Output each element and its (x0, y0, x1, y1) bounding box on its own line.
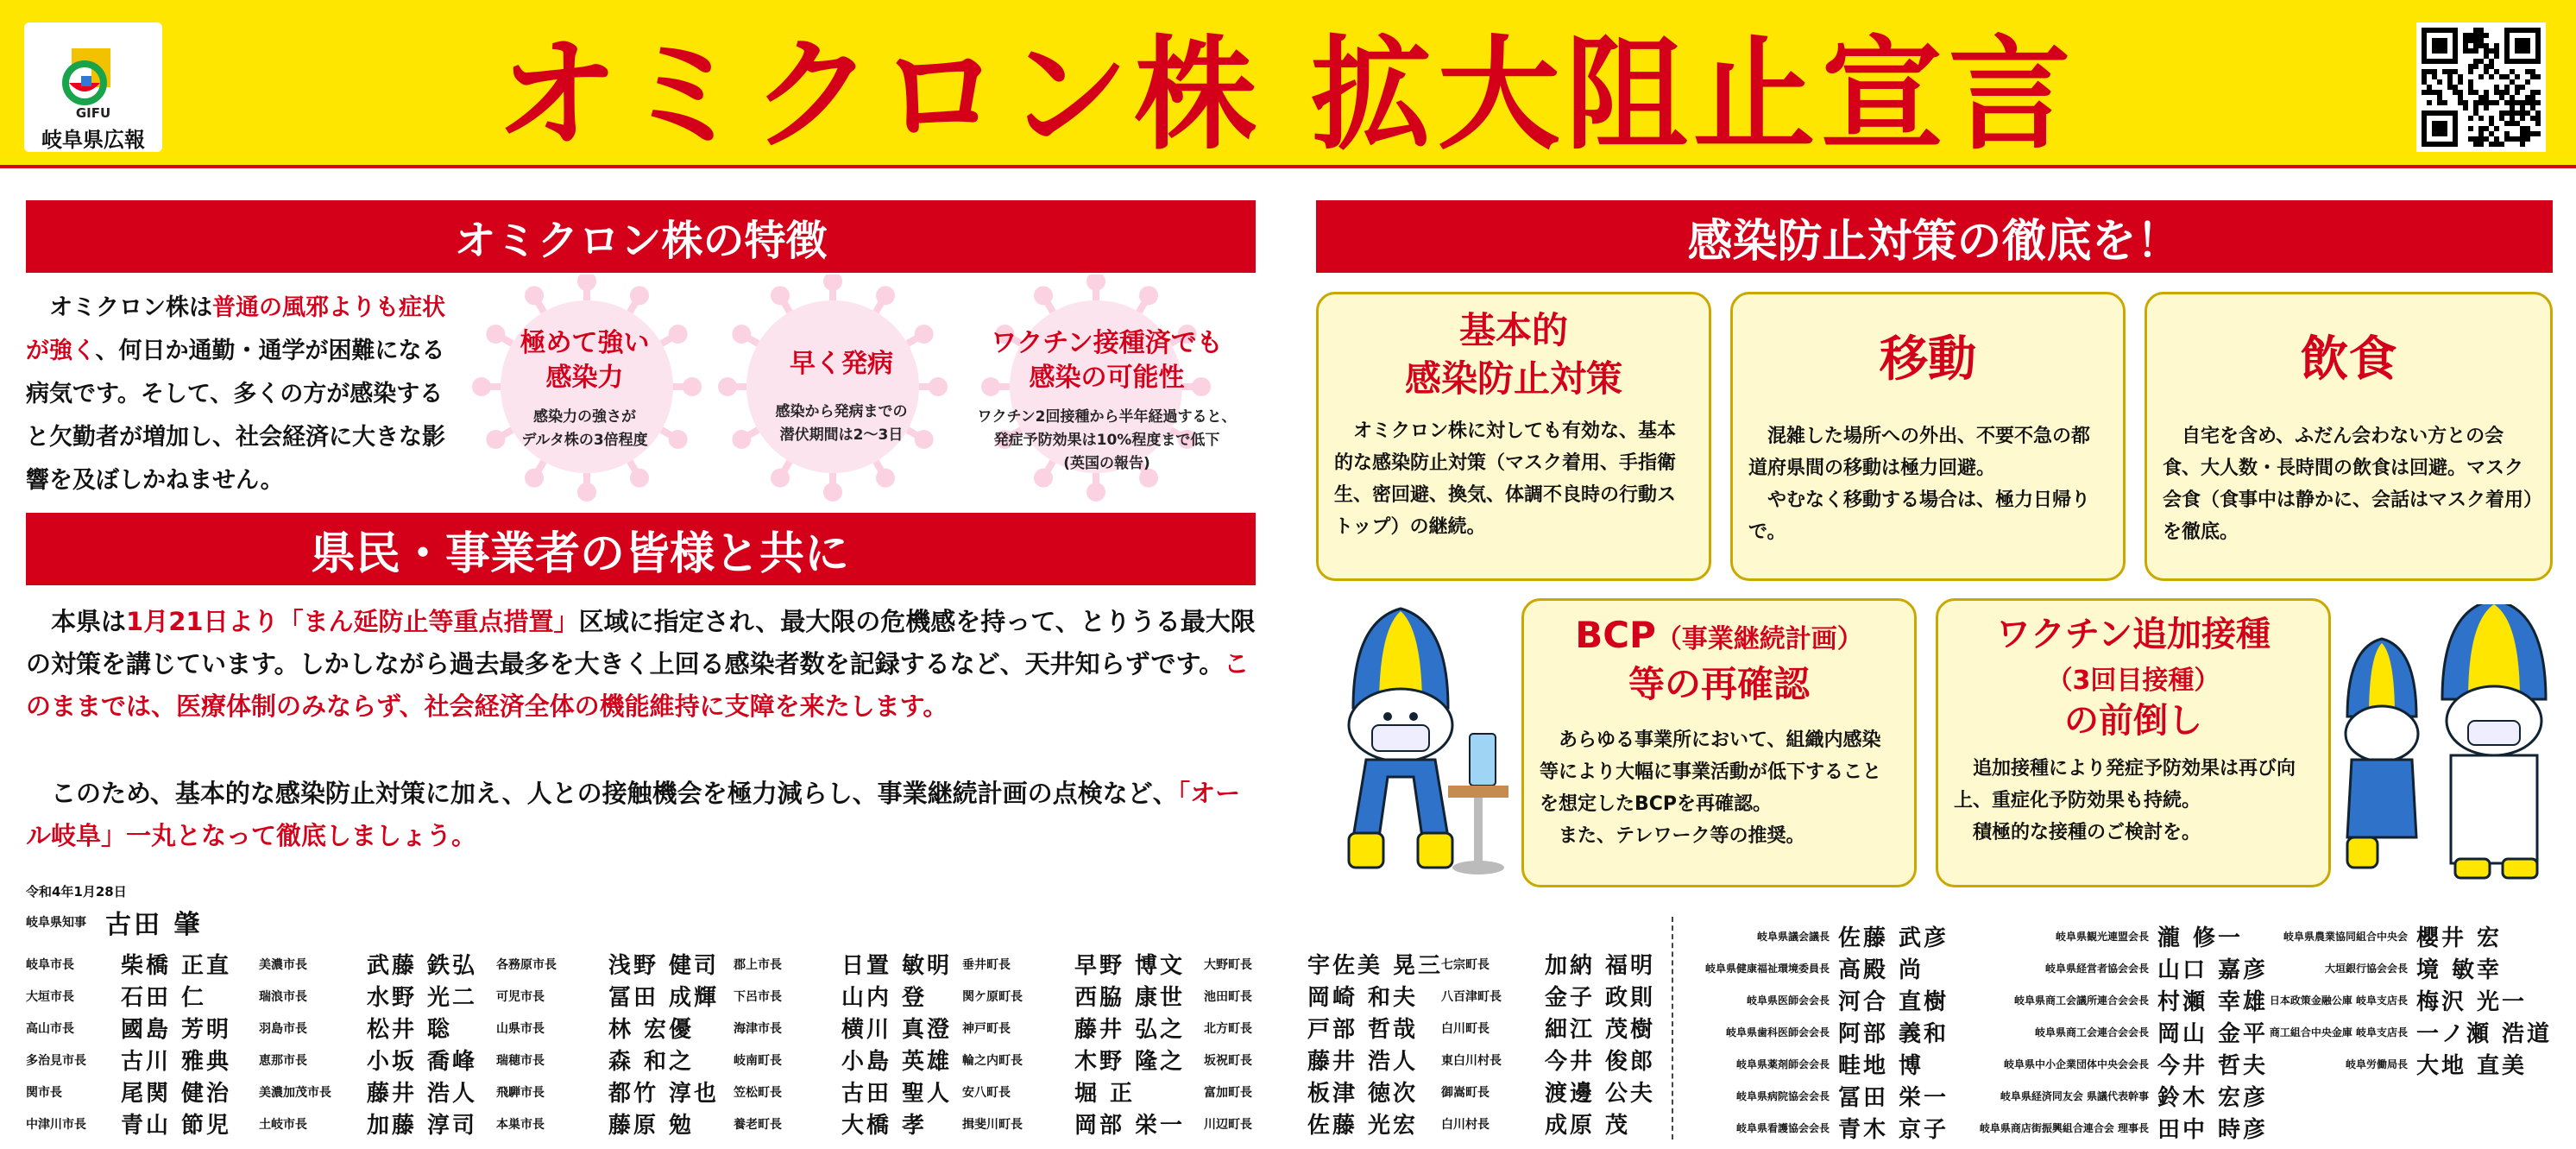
signatory-name: 西脇 康世 (1074, 985, 1186, 1011)
signatory-name: 日置 敏明 (841, 953, 953, 979)
card-basic-measures (1316, 292, 1711, 581)
signatory-title: 日本政策金融公庫 岐阜支店長 (2269, 994, 2408, 1007)
signatory-name: 渡邊 公夫 (1545, 1081, 1656, 1107)
signatory-title: 富加町長 (1204, 1085, 1252, 1100)
signatory-entry (1441, 948, 1655, 980)
signatory-name: 佐藤 武彦 (1838, 925, 1949, 951)
signatory-entry (259, 948, 477, 980)
signatory-entry (962, 980, 1185, 1012)
feature-desc: ワクチン2回接種から半年経過すると、 発症予防効果は10%程度まで低下 (英国の報告) (977, 408, 1237, 472)
together-heading: 県民・事業者の皆様と共に (26, 513, 1256, 585)
signatory-entry (962, 1076, 1135, 1108)
signatory-name: 柴橋 正直 (121, 953, 232, 979)
signatory-name: 國島 芳明 (121, 1017, 232, 1043)
logo-caption: 岐阜県広報 (41, 128, 145, 152)
signatory-entry (1204, 1108, 1418, 1140)
signatory-title: 瑞穂市長 (496, 1053, 545, 1068)
page-title: オミクロン株 拡大阻止宣言 (495, 22, 2076, 167)
signatory-title: 各務原市長 (496, 957, 557, 972)
signatory-title: 岐阜市長 (26, 957, 74, 972)
signatory-title: 岐阜県商工会連合会会長 (2034, 1026, 2149, 1039)
signatory-name: 林 宏優 (608, 1017, 695, 1043)
signatory-name: 田中 時彦 (2157, 1117, 2269, 1143)
signatory-entry (1691, 1048, 1924, 1080)
signatory-name: 岡崎 和夫 (1307, 985, 1419, 1011)
signatory-title: 岐阜県観光連盟会長 (2055, 931, 2149, 943)
signatory-name: 櫻井 宏 (2416, 925, 2503, 951)
signatory-title: 垂井町長 (962, 957, 1011, 972)
signatory-name: 一ノ瀬 浩道 (2416, 1021, 2553, 1047)
signatory-name: 横川 真澄 (841, 1017, 953, 1043)
signatory-name: 冨田 栄一 (1838, 1085, 1949, 1111)
feature-desc: 感染から発病までの 潜伏期間は2～3日 (775, 403, 908, 444)
signatory-entry (496, 1044, 694, 1076)
card-title-line2: 等の再確認 (1628, 663, 1810, 705)
card-title-main: BCP (1575, 614, 1656, 656)
signatory-title: 岐阜県議会議長 (1756, 931, 1830, 943)
body-text: オミクロン株は (26, 294, 212, 321)
signatory-title: 輪之内町長 (962, 1053, 1023, 1068)
signatory-name: 小島 英雄 (841, 1049, 953, 1075)
signatory-name: 藤井 弘之 (1074, 1017, 1186, 1043)
signatory-name: 高殿 尚 (1838, 957, 1924, 983)
signatory-name: 藤原 勉 (608, 1113, 695, 1139)
signatory-entry (259, 1076, 477, 1108)
signatory-entry (26, 980, 206, 1012)
emphasis-text: 1月21日より「まん延防止等重点措置」 (126, 607, 579, 636)
signatory-name: 武藤 鉄弘 (367, 953, 478, 979)
signatory-entry (1441, 1108, 1630, 1140)
signatory-name: 都竹 淳也 (608, 1081, 720, 1107)
card-body: 混雑した場所への外出、不要不急の都道府県間の移動は極力回避。 やむなく移動する場合は、極力日帰りで。 (1748, 426, 2091, 543)
together-paragraph-2 (26, 773, 1256, 857)
signatory-title: 岐阜県薬剤師会会長 (1735, 1058, 1830, 1070)
signatory-name: 境 敏幸 (2416, 957, 2503, 983)
signatory-entry (962, 1108, 1185, 1140)
signatory-name: 宇佐美 晃三 (1307, 953, 1444, 979)
signatory-entry (1963, 984, 2268, 1016)
signatory-name: 金子 政則 (1545, 985, 1656, 1011)
signatory-name: 青木 京子 (1838, 1117, 1949, 1143)
signatory-title: 大垣銀行協会会長 (2324, 963, 2408, 975)
signatory-title: 郡上市長 (734, 957, 782, 972)
signatory-entry (26, 1012, 231, 1044)
signatory-entry (26, 1076, 231, 1108)
signatory-title: 土岐市長 (259, 1117, 307, 1132)
signatory-title: 関市長 (26, 1085, 62, 1100)
feature-title: ワクチン接種済でも 感染の可能性 (991, 328, 1223, 393)
signatory-name: 山内 登 (841, 985, 928, 1011)
signatory-name: 板津 徳次 (1307, 1081, 1419, 1107)
signatory-entry (1963, 1080, 2268, 1112)
signatory-entry (1204, 1044, 1418, 1076)
signatory-title: 御嵩町長 (1441, 1085, 1490, 1100)
signatory-entry (734, 1044, 952, 1076)
signatory-name: 村瀬 幸雄 (2157, 989, 2269, 1015)
signatory-entry (2244, 1048, 2527, 1080)
signatory-name: 岡山 金平 (2157, 1021, 2269, 1047)
signatory-title: 岐阜県知事 (26, 916, 86, 930)
signatory-title: 東白川村長 (1441, 1053, 1502, 1068)
signatory-entry (1204, 948, 1443, 980)
signatory-title: 岐阜県農業協同組合中央会 (2283, 931, 2408, 943)
signatory-entry (259, 1108, 477, 1140)
signatory-title: 八百津町長 (1441, 989, 1502, 1004)
signatory-divider (1672, 917, 1673, 1140)
emphasis-text: 普通の風邪よりも (212, 294, 399, 321)
signatory-title: 大垣市長 (26, 989, 74, 1004)
signatory-entry (496, 980, 719, 1012)
signatory-name: 藤井 浩人 (367, 1081, 478, 1107)
signatory-name: 堀 正 (1074, 1081, 1136, 1107)
signatory-entry (962, 1012, 1185, 1044)
signature-date: 令和4年1月28日 (26, 884, 127, 900)
governor-signature (26, 903, 202, 941)
mascot-doctor-icon (2330, 604, 2554, 881)
card-title (1540, 613, 1899, 707)
signatory-title: 白川村長 (1441, 1117, 1490, 1132)
signatory-entry (734, 1012, 952, 1044)
mascot-handwashing (1319, 604, 1517, 881)
signatory-entry (2244, 984, 2527, 1016)
signatory-entry (1963, 1048, 2268, 1080)
signatory-title: 関ケ原町長 (962, 989, 1023, 1004)
signatory-entry (259, 1012, 452, 1044)
signatory-entry (962, 948, 1185, 980)
signatory-name: 阿部 義和 (1838, 1021, 1949, 1047)
signatory-title: 羽島市長 (259, 1021, 307, 1036)
signatory-name: 水野 光二 (367, 985, 478, 1011)
feature-desc: 感染力の強さが デルタ株の3倍程度 (521, 408, 648, 449)
signatory-title: 大野町長 (1204, 957, 1252, 972)
emphasis-text: 症状が強く (26, 294, 445, 364)
signatory-title: 岐阜県中小企業団体中央会会長 (2003, 1058, 2149, 1070)
signatory-name: 加藤 淳司 (367, 1113, 478, 1139)
signatory-name: 小坂 喬峰 (367, 1049, 478, 1075)
signatory-title: 岐阜県経済同友会 県議代表幹事 (2000, 1090, 2149, 1102)
card-dining (2145, 292, 2553, 581)
card-bcp (1521, 598, 1917, 887)
signatory-title: 下呂市長 (734, 989, 782, 1004)
feature-title: 早く発病 (790, 349, 893, 379)
signatory-entry (496, 1076, 719, 1108)
signatory-entry (1691, 1080, 1949, 1112)
card-title: 移動 (1880, 331, 1976, 388)
mascot-hand-sanitizer-icon (1319, 604, 1517, 881)
card-title-sub: （3回目接種） (2046, 666, 2220, 696)
feature-early-onset (738, 347, 945, 447)
signatory-entry (26, 1044, 231, 1076)
card-body: 追加接種により発症予防効果は再び向上、重症化予防効果も持続。 積極的な接種のご検討を。 (1954, 758, 2296, 843)
signatory-name: 加納 福明 (1545, 953, 1656, 979)
signatory-title: 坂祝町長 (1204, 1053, 1252, 1068)
signatory-entry (734, 948, 952, 980)
signatory-name: 古川 雅典 (121, 1049, 232, 1075)
signatory-entry (1441, 1044, 1655, 1076)
signatory-title: 多治見市長 (26, 1053, 86, 1068)
signatory-entry (496, 1012, 694, 1044)
signatory-name: 藤井 浩人 (1307, 1049, 1419, 1075)
signatory-title: 美濃市長 (259, 957, 307, 972)
features-intro (26, 287, 457, 502)
signatory-entry (496, 1108, 694, 1140)
signatory-entry (1963, 1016, 2268, 1048)
signatory-title: 白川町長 (1441, 1021, 1490, 1036)
gifu-prefecture-logo (24, 22, 162, 152)
signatory-entry (2244, 952, 2502, 984)
signatory-title: 本巣市長 (496, 1117, 545, 1132)
signatory-entry (1691, 1016, 1949, 1048)
signatory-title: 商工組合中央金庫 岐阜支店長 (2269, 1026, 2408, 1039)
signatory-name: 佐藤 光宏 (1307, 1113, 1419, 1139)
signatory-name: 青山 節児 (121, 1113, 232, 1139)
signatory-name: 木野 隆之 (1074, 1049, 1186, 1075)
signatory-name: 大地 直美 (2416, 1053, 2528, 1079)
signatory-name: 河合 直樹 (1838, 989, 1949, 1015)
signatory-name: 古田 聖人 (841, 1081, 953, 1107)
signatory-name: 瀧 修一 (2157, 925, 2244, 951)
signatory-name: 冨田 成輝 (608, 985, 720, 1011)
signatory-name: 古田 肇 (105, 910, 203, 940)
signatory-entry (1691, 1112, 1949, 1144)
signatory-title: 岐阜県看護協会会長 (1735, 1122, 1830, 1134)
signatory-title: 養老町長 (734, 1117, 782, 1132)
signatory-entry (1963, 952, 2268, 984)
signatory-title: 川辺町長 (1204, 1117, 1252, 1132)
signatory-name: 細江 茂樹 (1545, 1017, 1656, 1043)
signatory-entry (26, 1108, 231, 1140)
signatory-entry (1691, 984, 1949, 1016)
signatory-name: 戸部 哲哉 (1307, 1017, 1419, 1043)
signatory-title: 美濃加茂市長 (259, 1085, 331, 1100)
signatory-entry (2244, 1016, 2552, 1048)
signatory-entry (734, 980, 927, 1012)
card-title-main: ワクチン追加接種 (1996, 615, 2271, 654)
signatory-title: 七宗町長 (1441, 957, 1490, 972)
card-body: 自宅を含め、ふだん会わない方との会食、大人数・長時間の飲食は回避。マスク会食（食事中は静かに、会話はマスク着用）を徹底。 (2163, 426, 2534, 543)
signatory-name: 畦地 博 (1838, 1053, 1924, 1079)
signatory-title: 岐南町長 (734, 1053, 782, 1068)
card-booster-vaccine (1936, 598, 2331, 887)
logo-gifu-text: GIFU (75, 105, 111, 121)
features-heading: オミクロン株の特徴 (26, 200, 1256, 273)
mascot-vaccination (2330, 604, 2554, 881)
signatory-name: 尾関 健治 (121, 1081, 232, 1107)
signatory-title: 岐阜県病院協会会長 (1735, 1090, 1830, 1102)
card-title: 飲食 (2300, 331, 2397, 388)
signatory-entry (1441, 980, 1655, 1012)
signatory-title: 安八町長 (962, 1085, 1011, 1100)
feature-strong-infectivity (483, 326, 686, 452)
signatory-name: 山口 嘉彦 (2157, 957, 2269, 983)
emphasis-text: このままでは、医療体制のみならず、社会経済全体の機能維持に支障を来たします。 (26, 649, 1250, 721)
feature-breakthrough (958, 326, 1256, 476)
signatory-title: 海津市長 (734, 1021, 782, 1036)
body-text: 本県は (26, 607, 127, 636)
signatory-entry (1691, 920, 1949, 952)
signatory-entry (1963, 920, 2243, 952)
signatory-name: 今井 哲夫 (2157, 1053, 2269, 1079)
signatory-entry (734, 1108, 927, 1140)
signatory-name: 大橋 孝 (841, 1113, 928, 1139)
signatory-entry (496, 948, 719, 980)
signatory-entry (734, 1076, 952, 1108)
signatory-entry (962, 1044, 1185, 1076)
feature-title: 極めて強い 感染力 (520, 328, 650, 393)
signatory-title: 岐阜県商店街振興組合連合会 理事長 (1979, 1122, 2149, 1134)
card-travel (1730, 292, 2126, 581)
signatory-entry (1441, 1012, 1655, 1044)
signatory-title: 瑞浪市長 (259, 989, 307, 1004)
qr-code-icon (2416, 22, 2546, 152)
signatory-name: 浅野 健司 (608, 953, 720, 979)
card-title-sub: （事業継続計画） (1655, 624, 1863, 654)
signatory-name: 松井 聡 (367, 1017, 453, 1043)
signatory-entry (1204, 1012, 1418, 1044)
signatory-title: 岐阜県歯科医師会会長 (1725, 1026, 1830, 1039)
signatory-title: 中津川市長 (26, 1117, 86, 1132)
signatory-entry (259, 1044, 477, 1076)
together-paragraph-1 (26, 601, 1256, 728)
signatory-entry (2244, 920, 2502, 952)
signatory-name: 岡部 栄一 (1074, 1113, 1186, 1139)
signatory-entry (259, 980, 477, 1012)
card-title: 基本的 感染防止対策 (1404, 309, 1622, 400)
signatory-name: 森 和之 (608, 1049, 695, 1075)
signatory-title: 飛騨市長 (496, 1085, 545, 1100)
signatory-title: 池田町長 (1204, 989, 1252, 1004)
card-title (1954, 613, 2313, 742)
body-text: このため、基本的な感染防止対策に加え、人との接触機会を極力減らし、事業継続計画の点検など、 (26, 779, 1178, 808)
card-body: あらゆる事業所において、組織内感染等により大幅に事業活動が低下することを想定したBCPを再確認。 また、テレワーク等の推奨。 (1540, 729, 1882, 847)
signatory-title: 揖斐川町長 (962, 1117, 1023, 1132)
signatory-title: 岐阜県健康福祉環境委員長 (1704, 963, 1830, 975)
signatory-title: 高山市長 (26, 1021, 74, 1036)
measures-heading: 感染防止対策の徹底を！ (1316, 200, 2553, 273)
signatory-name: 梅沢 光一 (2416, 989, 2528, 1015)
signatory-title: 笠松町長 (734, 1085, 782, 1100)
signatory-title: 神戸町長 (962, 1021, 1011, 1036)
signatory-name: 成原 茂 (1545, 1113, 1631, 1139)
signatory-name: 早野 博文 (1074, 953, 1186, 979)
signatory-title: 可児市長 (496, 989, 545, 1004)
qr-code[interactable] (2416, 22, 2546, 152)
signatory-title: 岐阜県経営者協会会長 (2044, 963, 2149, 975)
signatory-title: 岐阜労働局長 (2345, 1058, 2408, 1070)
signatory-entry (1691, 952, 1924, 984)
signatory-title: 岐阜県商工会議所連合会会長 (2013, 994, 2149, 1007)
signatory-title: 北方町長 (1204, 1021, 1252, 1036)
signatory-title: 恵那市長 (259, 1053, 307, 1068)
body-text: 、何日か通勤・通学が困難になる病気です。そして、多くの方が感染すると欠勤者が増加し、社会経済に大きな影響を及ぼしかねません。 (26, 338, 445, 494)
card-body: オミクロン株に対しても有効な、基本的な感染防止対策（マスク着用、手指衛生、密回避、換気、体調不良時の行動ストップ）の継続。 (1334, 420, 1677, 538)
signatory-entry (26, 948, 231, 980)
signatory-name: 今井 俊郎 (1545, 1049, 1656, 1075)
signatory-entry (1204, 980, 1418, 1012)
card-title-line2: の前倒し (2064, 701, 2202, 741)
signatory-name: 鈴木 宏彦 (2157, 1085, 2269, 1111)
body-text: 区域に指定され、最大限の危機感を持って、とりうる最大限の対策を講じています。しかしながら過去最多を大きく上回る感染者数を記録するなど、天井知らずです。 (26, 607, 1256, 679)
signatory-entry (1441, 1076, 1655, 1108)
emphasis-text: 「オール岐阜」一丸となって徹底しましょう。 (26, 779, 1241, 850)
signatory-title: 岐阜県医師会会長 (1746, 994, 1830, 1007)
signatory-title: 山県市長 (496, 1021, 545, 1036)
signatory-name: 石田 仁 (121, 985, 207, 1011)
signatory-entry (1204, 1076, 1418, 1108)
signatory-entry (1963, 1112, 2268, 1144)
